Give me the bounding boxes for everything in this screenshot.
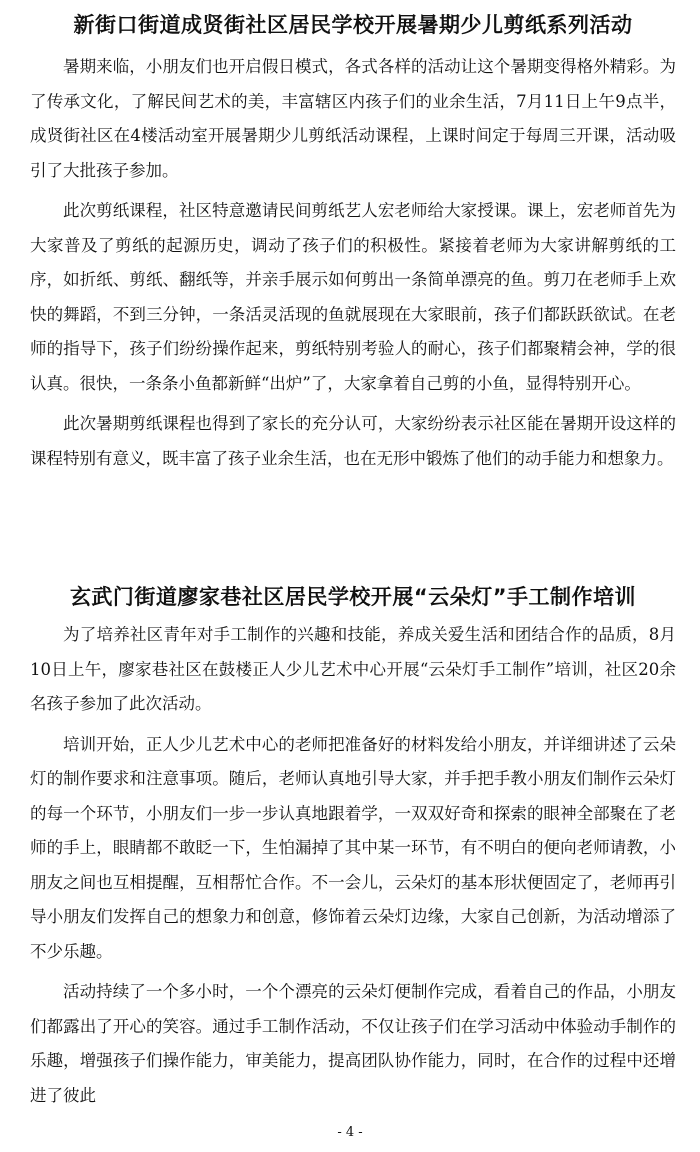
article-paragraph: 为了培养社区青年对手工制作的兴趣和技能，养成关爱生活和团结合作的品质，8月10日上午，廖家巷社区在鼓楼正人少儿艺术中心开展“云朵灯手工制作”培训，社区20余名孩子参加了此次活动。 xyxy=(30,625,676,713)
article-paragraph: 暑期来临，小朋友们也开启假日模式，各式各样的活动让这个暑期变得格外精彩。为了传承文化，了解民间艺术的美，丰富辖区内孩子们的业余生活，7月11日上午9点半，成贤街社区在4楼活动室开展暑期少儿剪纸活动课程，上课时间定于每周三开课，活动吸引了大批孩子参加。 xyxy=(30,57,676,180)
article-paragraph: 培训开始，正人少儿艺术中心的老师把准备好的材料发给小朋友，并详细讲述了云朵灯的制作要求和注意事项。随后，老师认真地引导大家，并手把手教小朋友们制作云朵灯的每一个环节，小朋友们一步一步认真地跟着学，一双双好奇和探索的眼神全部聚在了老师的手上，眼睛都不敢眨一下，生怕漏掉了其中某一环节，有不明白的便向老师请教，小朋友之间也互相提醒，互相帮忙合作。不一会儿，云朵灯的基本形状便固定了，老师再引导小朋友们发挥自己的想象力和创意，修饰着云朵灯边缘，大家自己创新，为活动增添了不少乐趣。 xyxy=(30,734,676,961)
page-number: - 4 - xyxy=(337,1125,363,1140)
article-paragraph: 此次暑期剪纸课程也得到了家长的充分认可，大家纷纷表示社区能在暑期开设这样的课程特别有意义，既丰富了孩子业余生活，也在无形中锻炼了他们的动手能力和想象力。 xyxy=(30,414,676,468)
article-paragraph: 此次剪纸课程，社区特意邀请民间剪纸艺人宏老师给大家授课。课上，宏老师首先为大家普及了剪纸的起源历史，调动了孩子们的积极性。紧接着老师为大家讲解剪纸的工序，如折纸、剪纸、翻纸等，并亲手展示如何剪出一条简单漂亮的鱼。剪刀在老师手上欢快的舞蹈，不到三分钟，一条活灵活现的鱼就展现在大家眼前，孩子们都跃跃欲试。在老师的指导下，孩子们纷纷操作起来，剪纸特别考验人的耐心，孩子们都聚精会神，学的很认真。很快，一条条小鱼都新鲜“出炉”了，大家拿着自己剪的小鱼，显得特别开心。 xyxy=(30,201,676,393)
article-paper-cutting xyxy=(30,8,676,476)
article-title: 新街口街道成贤街社区居民学校开展暑期少儿剪纸系列活动 xyxy=(73,13,633,37)
article-title: 玄武门街道廖家巷社区居民学校开展“云朵灯”手工制作培训 xyxy=(69,585,637,609)
article-paragraph: 活动持续了一个多小时，一个个漂亮的云朵灯便制作完成，看着自己的作品，小朋友们都露出了开心的笑容。通过手工制作活动，不仅让孩子们在学习活动中体验动手制作的乐趣，增强孩子们操作能力，审美能力，提高团队协作能力，同时，在合作的过程中还增进了彼此 xyxy=(30,982,676,1105)
article-cloud-lamp xyxy=(30,580,676,1113)
